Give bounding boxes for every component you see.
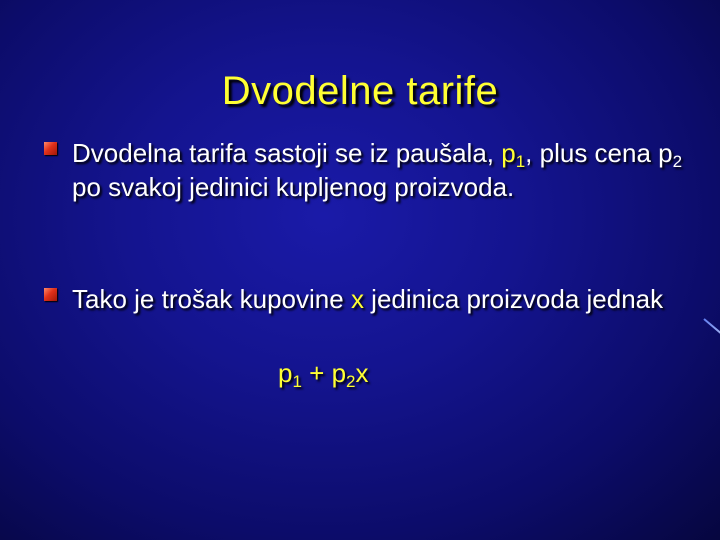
bullet-text-part: po svakoj jedinici kupljenog proizvoda. — [72, 172, 515, 202]
bullet-text — [72, 282, 684, 316]
bullet-text-part: , plus cena p — [525, 138, 673, 168]
formula-variable: p — [331, 358, 347, 388]
bullet-text-part: jedinica proizvoda jednak — [363, 284, 664, 314]
subscript: 2 — [672, 152, 683, 171]
bullet-text-part: Dvodelna tarifa sastoji se iz paušala, — [72, 138, 502, 168]
bullet-text-part: Tako je trošak kupovine — [72, 284, 351, 314]
variable-x: x — [350, 284, 364, 314]
formula-operator: + — [301, 358, 332, 388]
formula-cost — [278, 356, 369, 390]
bullet-item-purchase-cost — [44, 282, 684, 316]
bullet-square-icon — [44, 142, 57, 155]
bullet-item-two-part-tariff — [44, 136, 684, 204]
formula-variable: p — [278, 358, 293, 388]
subscript: 1 — [292, 372, 302, 391]
slide-title: Dvodelne tarife — [221, 68, 499, 113]
decorative-line — [703, 318, 720, 336]
subscript: 1 — [515, 152, 526, 171]
variable-p1 — [501, 138, 526, 171]
subscript: 2 — [346, 372, 356, 391]
variable-letter: p — [501, 138, 516, 168]
formula-variable: x — [355, 358, 369, 388]
bullet-text — [72, 136, 684, 204]
bullet-square-icon — [44, 288, 57, 301]
